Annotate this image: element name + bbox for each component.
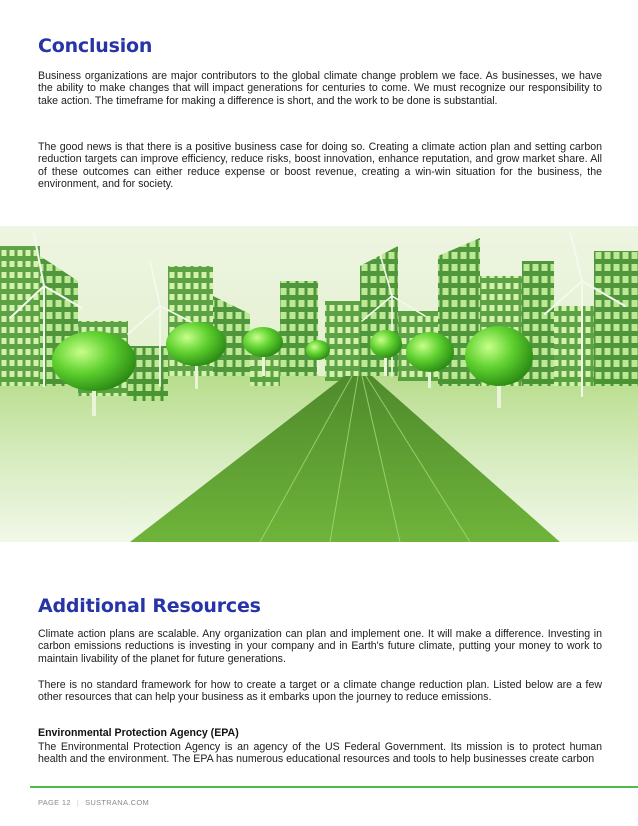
resources-paragraph-1: Climate action plans are scalable. Any organization can plan and implement one. It will make a difference. Investing in carbon emissions reductions is investing in your company and in Earth's future climate, putting your money to work to maintain livability of the planet for future generations. (38, 628, 602, 665)
conclusion-paragraph-2: The good news is that there is a positive business case for doing so. Creating a climate action plan and setting carbon reduction targets can improve efficiency, reduce risks, boost innovation, enhance reputation, and grow market share. All of these outcomes can either reduce expense or boost revenue, creating a win-win situation for the business, the environment, and for society. (38, 141, 602, 191)
site-url: SUSTRANA.COM (85, 798, 150, 807)
page-footer: PAGE 12 | SUSTRANA.COM (38, 798, 150, 807)
epa-paragraph: The Environmental Protection Agency is an agency of the US Federal Government. Its mission is to protect human health and the environment. The EPA has numerous educational resources and tools to help businesses create carbon (38, 741, 602, 766)
resources-paragraph-2: There is no standard framework for how to create a target or a climate change reduction plan. Listed below are a few other resources that can help your business as it embarks upon the journey to reduce emissions. (38, 679, 602, 704)
footer-rule (30, 786, 638, 788)
conclusion-heading: Conclusion (38, 35, 153, 57)
conclusion-paragraph-1: Business organizations are major contributors to the global climate change problem we face. As businesses, we have the ability to make changes that will impact generations for centuries to come. We must recognize our responsibility to take action. The timeframe for making a difference is short, and the work to be done is substantial. (38, 70, 602, 107)
epa-subheading: Environmental Protection Agency (EPA) (38, 727, 239, 739)
additional-resources-heading: Additional Resources (38, 595, 261, 617)
page-number: PAGE 12 (38, 798, 71, 807)
green-city-illustration (0, 226, 638, 542)
